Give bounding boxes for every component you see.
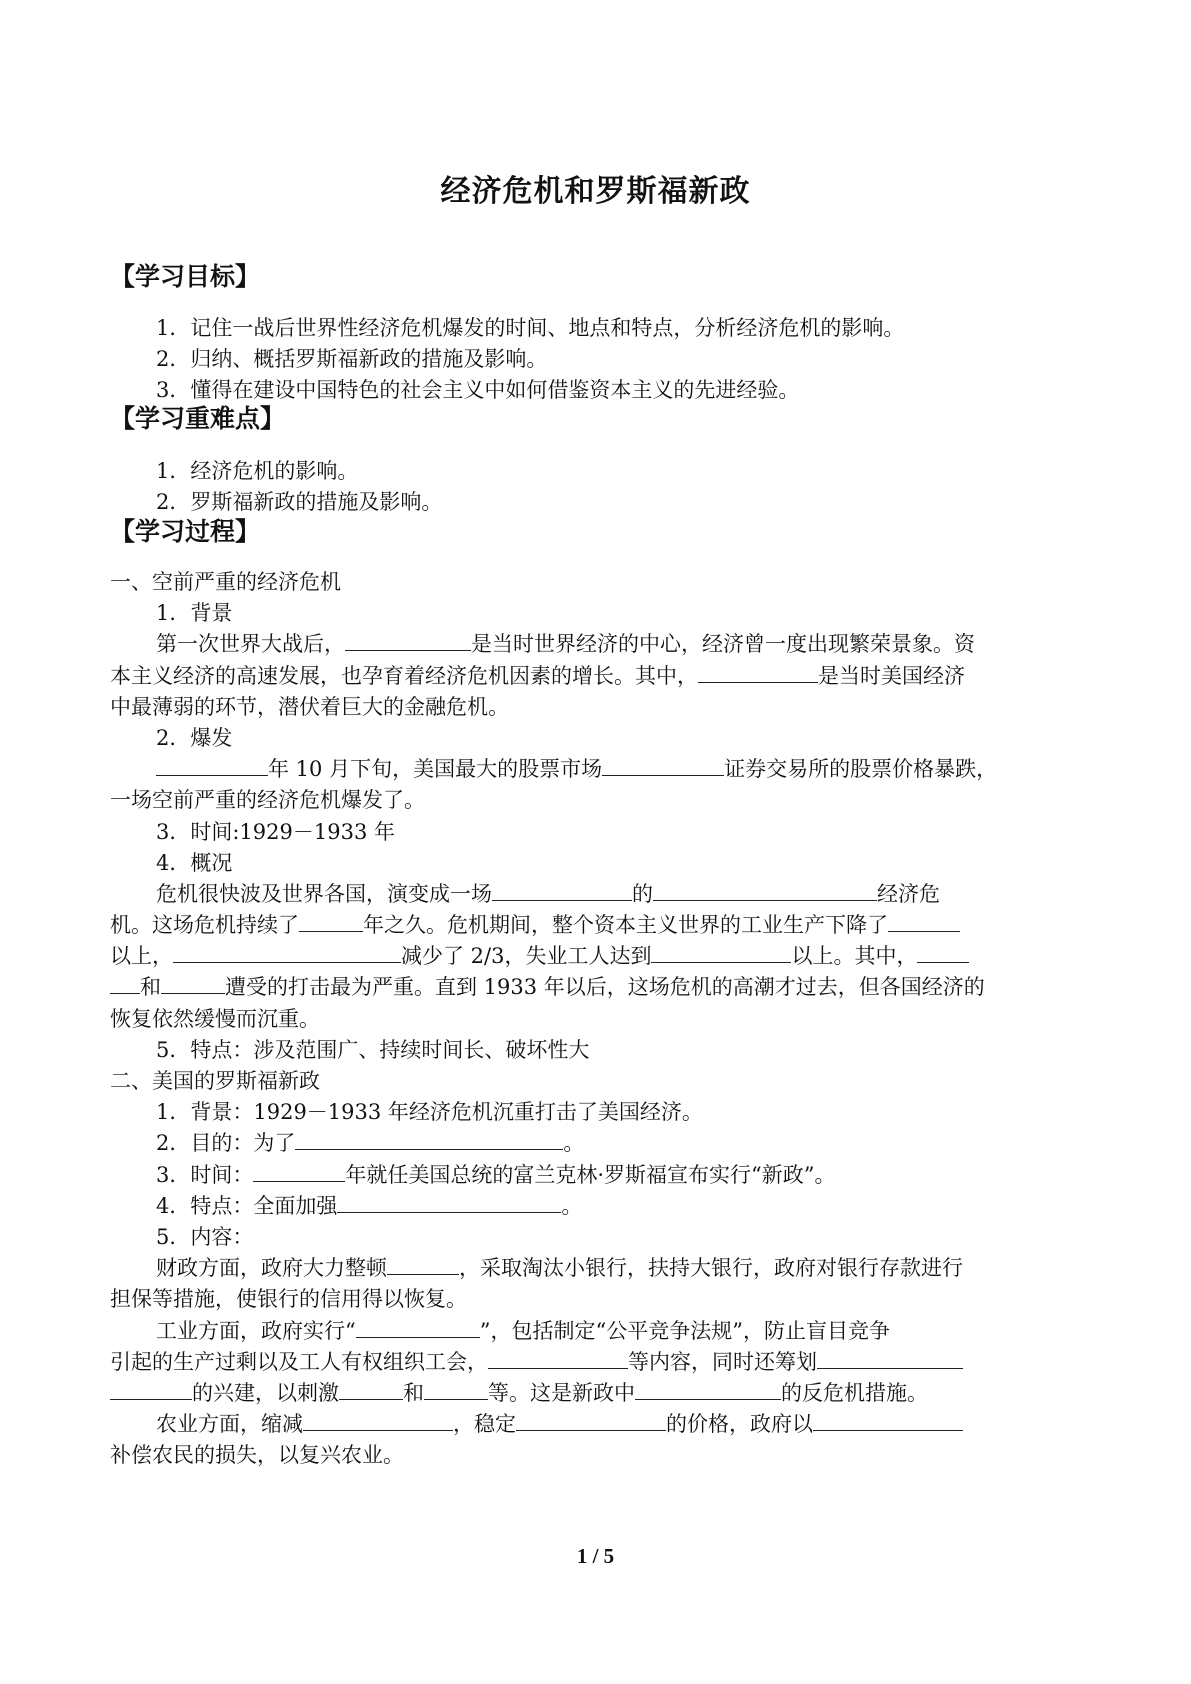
part2-finance-line: 财政方面，政府大力整顿 ，采取淘汰小银行，扶持大银行，政府对银行存款进行 <box>156 1256 963 1281</box>
part2-content-label: 5．内容： <box>156 1224 254 1249</box>
part1-background-line: 第一次世界大战后， 是当时世界经济的中心，经济曾一度出现繁荣景象。资 <box>156 632 975 657</box>
part1-background-line: 中最薄弱的环节，潜伏着巨大的金融危机。 <box>110 694 509 719</box>
part2-features: 4．特点：全面加强 。 <box>156 1193 583 1218</box>
page-number: 1 / 5 <box>576 1544 615 1568</box>
fill-blank[interactable] <box>488 1348 628 1369</box>
goal-item: 2．归纳、概括罗斯福新政的措施及影响。 <box>156 347 548 372</box>
goal-item: 1．记住一战后世界性经济危机爆发的时间、地点和特点，分析经济危机的影响。 <box>156 316 905 340</box>
fill-blank[interactable] <box>295 1129 563 1150</box>
key-point-item: 1．经济危机的影响。 <box>156 459 359 483</box>
process-body <box>110 567 1090 1471</box>
part2-agriculture-line: 补偿农民的损失，以复兴农业。 <box>110 1443 404 1468</box>
fill-blank[interactable] <box>813 1410 963 1431</box>
fill-blank[interactable] <box>698 662 818 683</box>
part1-overview-line: 恢复依然缓慢而沉重。 <box>110 1006 320 1031</box>
part2-finance-line: 担保等措施，使银行的信用得以恢复。 <box>110 1287 467 1312</box>
goal-item: 3．懂得在建设中国特色的社会主义中如何借鉴资本主义的先进经验。 <box>156 378 800 403</box>
part2-industry-line: 引起的生产过剩以及工人有权组织工会， 等内容，同时还筹划 <box>110 1347 1090 1378</box>
part1-overview-line: 和 遭受的打击最为严重。直到 1933 年以后，这场危机的高潮才过去，但各国经济的 <box>110 972 1090 1003</box>
fill-blank[interactable] <box>635 1379 781 1400</box>
section-goals: 【学习目标】 <box>110 262 261 291</box>
part2-industry-line: 工业方面，政府实行“ ”，包括制定“公平竞争法规”，防止盲目竞争 <box>156 1318 890 1343</box>
fill-blank[interactable] <box>339 1379 403 1400</box>
fill-blank[interactable] <box>156 755 268 776</box>
fill-blank[interactable] <box>356 1317 480 1338</box>
part1-outbreak-line: 一场空前严重的经济危机爆发了。 <box>110 788 425 813</box>
goals-list <box>110 313 1090 407</box>
fill-blank[interactable] <box>303 1410 453 1431</box>
fill-blank[interactable] <box>299 911 363 932</box>
part2-time: 3．时间： 年就任美国总统的富兰克林·罗斯福宣布实行“新政”。 <box>156 1162 836 1187</box>
fill-blank[interactable] <box>653 880 877 901</box>
fill-blank[interactable] <box>253 1161 345 1182</box>
fill-blank[interactable] <box>817 1348 963 1369</box>
part2-industry-line: 的兴建，以刺激 和 等。这是新政中 的反危机措施。 <box>110 1378 1090 1409</box>
part2-aim: 2．目的：为了 。 <box>156 1131 585 1156</box>
fill-blank[interactable] <box>651 942 791 963</box>
part1-time: 3．时间:1929－1933 年 <box>156 819 395 844</box>
section-process: 【学习过程】 <box>110 517 261 546</box>
part1-features: 5．特点：涉及范围广、持续时间长、破坏性大 <box>156 1037 590 1062</box>
part1-background-line: 本主义经济的高速发展，也孕育着经济危机因素的增长。其中， 是当时美国经济 <box>110 663 965 688</box>
key-points-list <box>110 456 1090 518</box>
part2-heading: 二、美国的罗斯福新政 <box>110 1069 320 1093</box>
fill-blank[interactable] <box>110 973 140 994</box>
fill-blank[interactable] <box>888 911 960 932</box>
fill-blank[interactable] <box>161 973 225 994</box>
part1-heading: 一、空前严重的经济危机 <box>110 570 341 594</box>
fill-blank[interactable] <box>602 755 724 776</box>
part1-background-label: 1．背景 <box>156 601 233 626</box>
fill-blank[interactable] <box>917 942 969 963</box>
part2-background: 1．背景：1929－1933 年经济危机沉重打击了美国经济。 <box>156 1100 703 1125</box>
fill-blank[interactable] <box>110 1379 192 1400</box>
part1-overview-label: 4．概况 <box>156 850 233 875</box>
fill-blank[interactable] <box>345 630 471 651</box>
fill-blank[interactable] <box>387 1254 459 1275</box>
part1-outbreak-label: 2．爆发 <box>156 725 233 750</box>
part1-outbreak-line: 年 10 月下旬，美国最大的股票市场 证券交易所的股票价格暴跌， <box>110 754 1090 785</box>
fill-blank[interactable] <box>173 942 401 963</box>
part1-overview-line: 危机很快波及世界各国，演变成一场 的 经济危 <box>156 881 940 906</box>
page-title: 经济危机和罗斯福新政 <box>440 174 751 209</box>
fill-blank[interactable] <box>492 880 632 901</box>
fill-blank[interactable] <box>424 1379 488 1400</box>
part2-agriculture-line: 农业方面，缩减 ，稳定 的价格，政府以 <box>110 1409 1090 1440</box>
key-point-item: 2．罗斯福新政的措施及影响。 <box>156 490 443 515</box>
part1-overview-line: 机。这场危机持续了 年之久。危机期间，整个资本主义世界的工业生产下降了 <box>110 910 1090 941</box>
section-key-points: 【学习重难点】 <box>110 404 286 433</box>
part1-overview-line: 以上， 减少了 2/3，失业工人达到 以上。其中， <box>110 941 1090 972</box>
fill-blank[interactable] <box>516 1410 666 1431</box>
fill-blank[interactable] <box>337 1192 561 1213</box>
